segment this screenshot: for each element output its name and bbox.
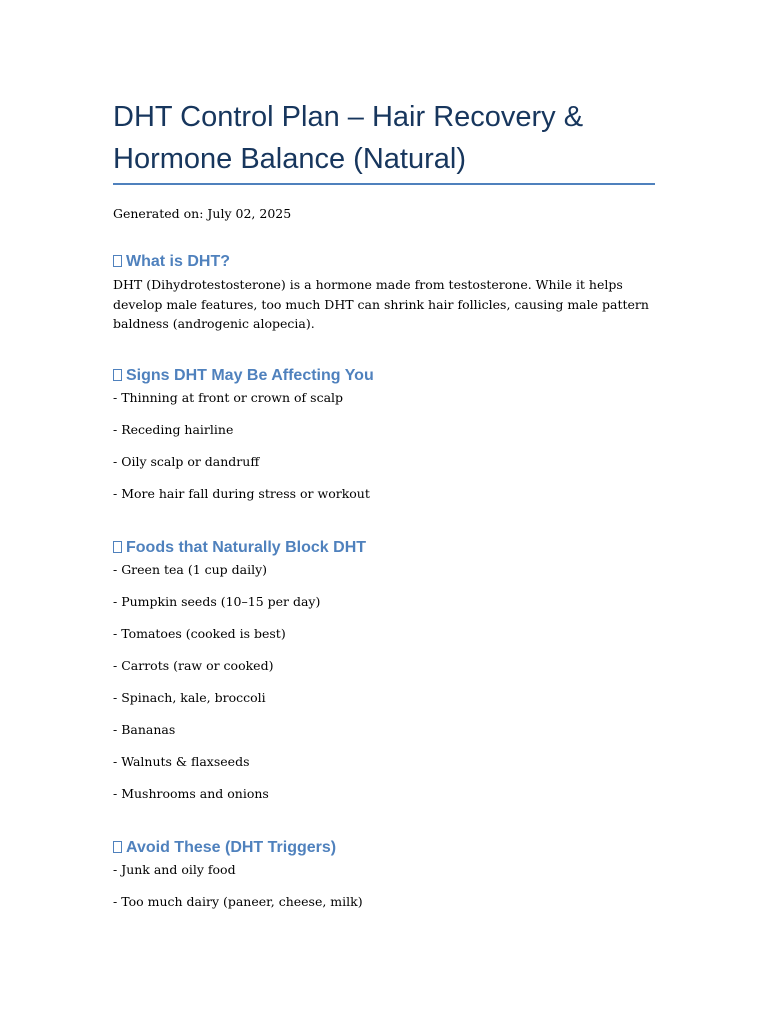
list-item: - Mushrooms and onions [113, 786, 269, 801]
missing-glyph-icon [113, 369, 122, 381]
page-title: DHT Control Plan – Hair Recovery & Hormone Balance (Natural) [113, 101, 584, 175]
list-item: - Junk and oily food [113, 862, 236, 877]
list-item: - Green tea (1 cup daily) [113, 562, 268, 577]
section-heading-text: Foods that Naturally Block DHT [126, 539, 367, 556]
list-item: - Tomatoes (cooked is best) [113, 626, 286, 641]
list-item: - Carrots (raw or cooked) [113, 658, 274, 673]
section-heading-text: Avoid These (DHT Triggers) [126, 839, 337, 856]
list-item: - Pumpkin seeds (10–15 per day) [113, 594, 321, 609]
generated-date: Generated on: July 02, 2025 [113, 206, 292, 221]
title-underline [113, 183, 655, 185]
list-item: - Spinach, kale, broccoli [113, 690, 266, 705]
section-heading-text: Signs DHT May Be Affecting You [126, 367, 374, 384]
missing-glyph-icon [113, 841, 122, 853]
section-heading [113, 251, 655, 273]
section-heading [113, 365, 655, 387]
section-heading [113, 837, 655, 859]
list-item: - More hair fall during stress or workout [113, 486, 370, 501]
list-item: - Bananas [113, 722, 176, 737]
section-paragraph: DHT (Dihydrotestosterone) is a hormone made from testosterone. While it helps develop male features, too much DHT can shrink hair follicles, causing male pattern baldness (androgenic alopecia). [113, 277, 649, 331]
list-item: - Walnuts & flaxseeds [113, 754, 250, 769]
list-item: - Receding hairline [113, 422, 234, 437]
missing-glyph-icon [113, 541, 122, 553]
section-heading [113, 537, 655, 559]
list-item: - Oily scalp or dandruff [113, 454, 260, 469]
list-item: - Too much dairy (paneer, cheese, milk) [113, 894, 363, 909]
section-heading-text: What is DHT? [126, 253, 230, 270]
section-foods [113, 537, 655, 817]
section-avoid [113, 837, 655, 925]
section-signs [113, 365, 655, 517]
section-what-is-dht [113, 251, 655, 334]
document-header [113, 96, 655, 223]
list-item: - Thinning at front or crown of scalp [113, 390, 344, 405]
missing-glyph-icon [113, 255, 122, 267]
